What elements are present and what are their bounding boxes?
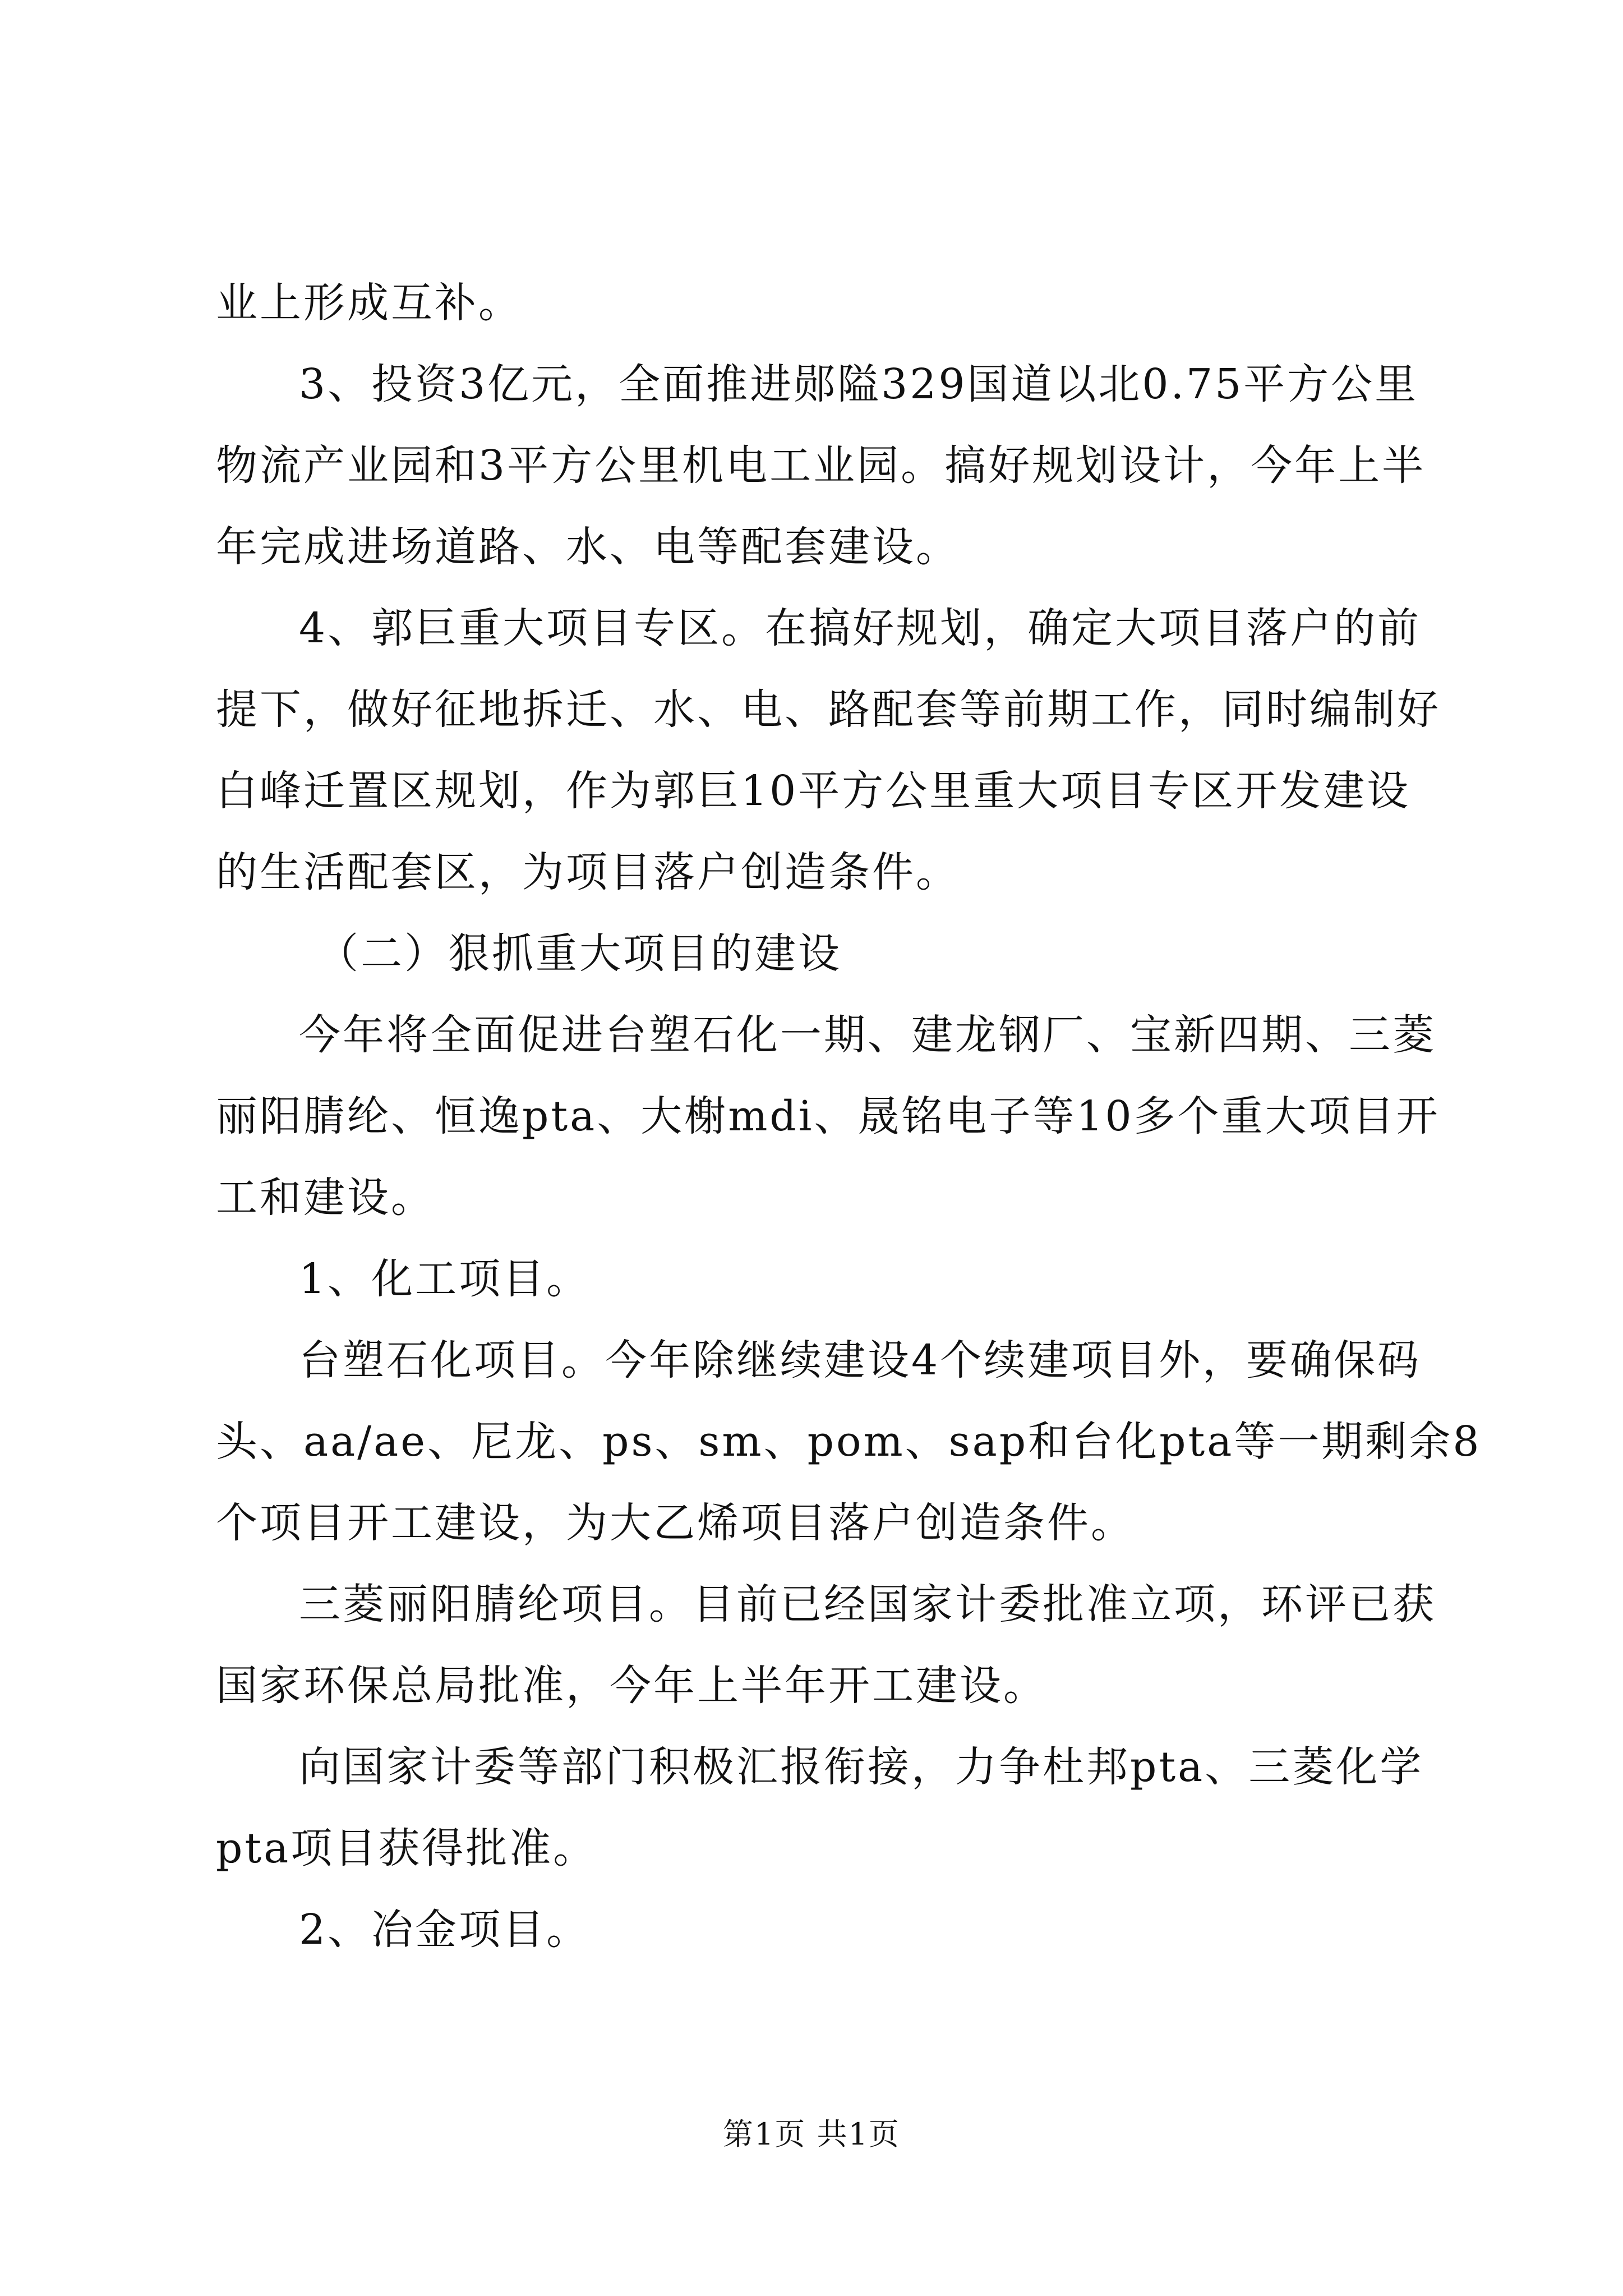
text-line: pta项目获得批准。 [216,1824,597,1872]
text-line: 1、化工项目。 [299,1255,591,1303]
text-line: 今年将全面促进台塑石化一期、建龙钢厂、宝新四期、三菱 [299,1011,1436,1059]
text-line: 台塑石化项目。今年除继续建设4个续建项目外，要确保码 [299,1336,1422,1384]
text-line: 2、冶金项目。 [299,1906,591,1954]
document-body [216,263,1482,1971]
text-line: 白峰迁置区规划，作为郭巨10平方公里重大项目专区开发建设 [216,767,1411,815]
text-line: 向国家计委等部门积极汇报衔接，力争杜邦pta、三菱化学 [299,1743,1424,1791]
text-line: 4、郭巨重大项目专区。在搞好规划，确定大项目落户的前 [299,604,1422,652]
text-line: 三菱丽阳腈纶项目。目前已经国家计委批准立项，环评已获 [299,1580,1436,1628]
text-line: 3、投资3亿元，全面推进郧隘329国道以北0.75平方公里 [299,360,1419,408]
text-line: 丽阳腈纶、恒逸pta、大榭mdi、晟铭电子等10多个重大项目开 [216,1092,1440,1140]
text-line: 个项目开工建设，为大乙烯项目落户创造条件。 [216,1499,1135,1547]
section-heading: （二）狠抓重大项目的建设 [317,930,842,978]
text-line: 业上形成互补。 [216,279,522,327]
text-line: 国家环保总局批准，今年上半年开工建设。 [216,1662,1047,1710]
text-line: 提下，做好征地拆迁、水、电、路配套等前期工作，同时编制好 [216,685,1441,734]
text-line: 物流产业园和3平方公里机电工业园。搞好规划设计，今年上半 [216,441,1426,490]
text-line: 的生活配套区，为项目落户创造条件。 [216,848,960,896]
text-line: 头、aa/ae、尼龙、ps、sm、pom、sap和台化pta等一期剩余8 [216,1418,1482,1466]
text-line: 工和建设。 [216,1174,435,1222]
text-line: 年完成进场道路、水、电等配套建设。 [216,523,960,571]
page-footer: 第1页 共1页 [723,2116,900,2152]
